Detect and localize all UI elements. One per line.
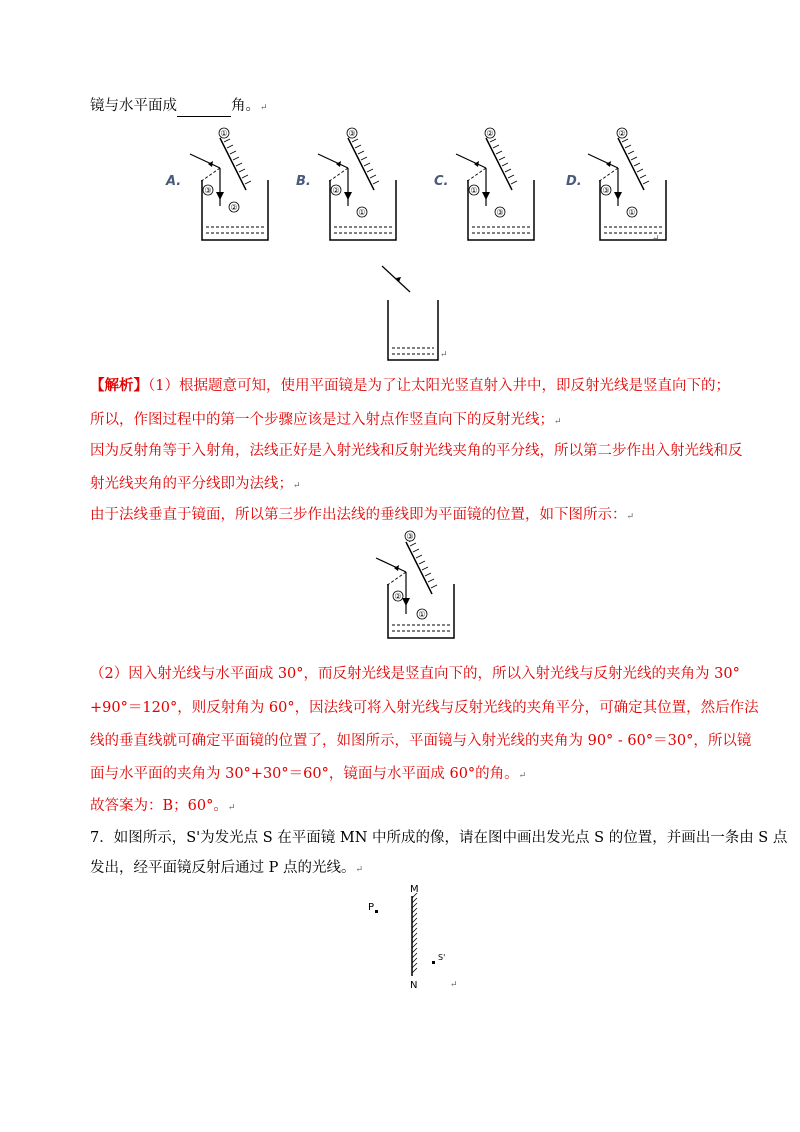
question-tail [90,96,268,118]
label-n: N [410,980,418,991]
analysis-tag: 【解析】 [90,377,148,394]
analysis-line-1: 【解析】（1）根据题意可知，使用平面镜是为了让太阳光竖直射入井中，即反射光线是竖直向下的； [90,377,730,394]
option-b-circle-2: ② [332,186,340,195]
option-a-circle-3: ② [230,203,238,212]
option-d-figure [584,124,654,244]
option-b-label: B. [296,174,311,189]
point-s-image [432,961,435,964]
solution-figure [372,528,442,648]
option-c-figure [452,124,522,244]
well-figure [380,264,450,364]
answer-line: 故答案为：B；60°。↵ [90,798,236,814]
q2-line-1: （2）因入射光线与水平面成 30°，而反射光线是竖直向下的，所以入射光线与反射光线的夹角为 30° [90,666,740,682]
solution-circle-1: ③ [406,532,414,541]
q2-line-4: 面与水平面的夹角为 30°+30°＝60°，镜面与水平面成 60°的角。↵ [90,766,527,782]
paragraph-mark: ↵ [260,103,268,113]
analysis-line-4: 射光线夹角的平分线即为法线；↵ [90,476,301,492]
option-c-circle-2: ① [470,186,478,195]
paragraph-mark: ↵ [450,980,458,990]
question7-line-2: 发出，经平面镜反射后通过 P 点的光线。↵ [90,860,364,876]
label-m: M [410,884,419,895]
option-d-circle-1: ② [618,129,626,138]
q2-line-3: 线的垂直线就可确定平面镜的位置了，如图所示，平面镜与入射光线的夹角为 90° - 60°＝30°，所以镜 [90,733,752,749]
option-a-circle-1: ① [220,129,228,138]
option-a-figure [186,124,256,244]
point-p [375,910,378,913]
question7-line-1: 7．如图所示，S'为发光点 S 在平面镜 MN 中所成的像，请在图中画出发光点 S 的位置，并画出一条由 S 点 [90,830,788,846]
option-c-circle-1: ② [486,129,494,138]
analysis-line-3: 因为反射角等于入射角，法线正好是入射光线和反射光线夹角的平分线，所以第二步作出入射光线和反 [90,443,743,459]
paragraph-mark: ↵ [440,350,448,360]
solution-circle-3: ① [418,610,426,619]
label-p: P [368,902,375,913]
option-c-circle-3: ③ [496,208,504,217]
question-tail-after: 角。 [231,98,260,114]
q2-line-2: +90°＝120°，则反射角为 60°，因法线可将入射光线与反射光线的夹角平分，可确定其位置，然后作法 [90,700,759,716]
option-d-circle-3: ① [628,208,636,217]
question-tail-before: 镜与水平面成 [90,98,177,114]
option-d-label: D. [566,174,582,189]
option-a-label: A. [166,174,182,189]
analysis-line-2: 所以，作图过程中的第一个步骤应该是过入射点作竖直向下的反射光线；↵ [90,412,562,428]
paragraph-mark: ↵ [652,234,660,244]
option-b-circle-3: ① [358,208,366,217]
analysis-line-5: 由于法线垂直于镜面，所以第三步作出法线的垂线即为平面镜的位置，如下图所示：↵ [90,507,635,523]
option-a-circle-2: ③ [204,186,212,195]
option-b-figure [314,124,384,244]
option-d-circle-2: ③ [602,186,610,195]
option-b-circle-1: ③ [348,129,356,138]
label-s-image: S' [438,953,446,962]
solution-circle-2: ② [394,592,402,601]
answer-blank [177,96,231,117]
option-c-label: C. [434,174,449,189]
